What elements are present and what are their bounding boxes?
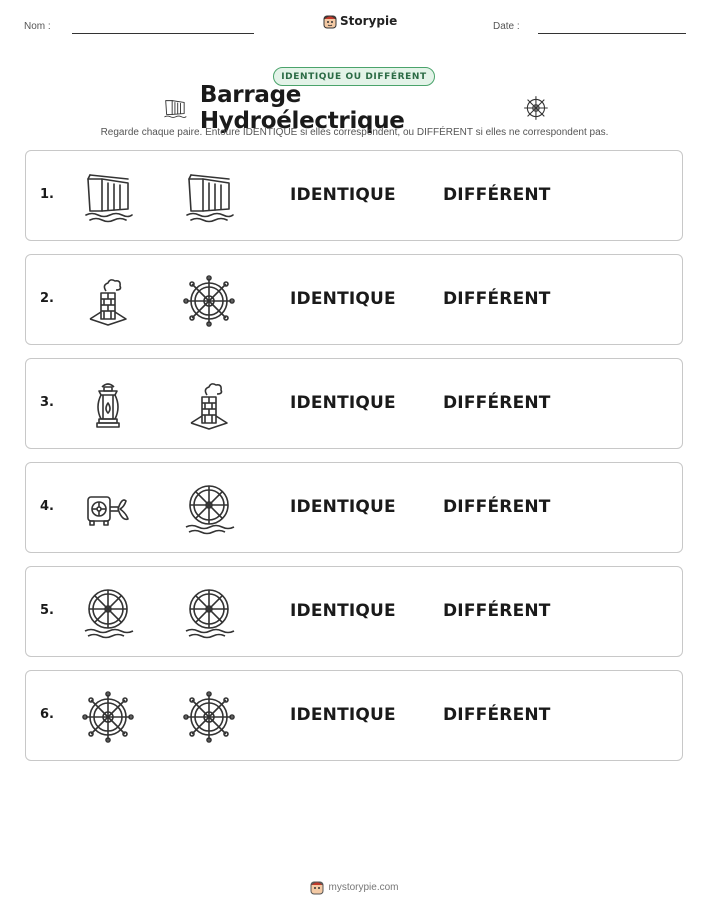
dam-icon — [160, 96, 190, 120]
question-row — [25, 150, 683, 241]
ship-wheel-icon — [183, 275, 235, 327]
question-number: 1. — [40, 187, 54, 202]
option-different[interactable]: DIFFÉRENT — [443, 289, 551, 309]
question-number: 2. — [40, 291, 54, 306]
question-row — [25, 670, 683, 761]
option-identique[interactable]: IDENTIQUE — [290, 705, 396, 725]
question-number: 3. — [40, 395, 54, 410]
name-label: Nom : — [24, 21, 51, 32]
ship-wheel-icon — [522, 94, 550, 122]
question-number: 6. — [40, 707, 54, 722]
right-picture — [183, 691, 235, 743]
chimney-icon — [183, 379, 235, 431]
water-wheel-icon — [183, 483, 235, 535]
storypie-mascot-icon — [323, 13, 337, 29]
ship-wheel-icon — [82, 691, 134, 743]
chimney-icon — [82, 275, 134, 327]
right-picture — [183, 275, 235, 327]
brand-logo — [323, 13, 397, 29]
ship-wheel-icon — [183, 691, 235, 743]
option-identique[interactable]: IDENTIQUE — [290, 601, 396, 621]
question-row — [25, 254, 683, 345]
option-different[interactable]: DIFFÉRENT — [443, 393, 551, 413]
option-identique[interactable]: IDENTIQUE — [290, 185, 396, 205]
worksheet-type-badge: IDENTIQUE OU DIFFÉRENT — [273, 67, 435, 86]
left-picture — [82, 483, 134, 535]
option-different[interactable]: DIFFÉRENT — [443, 705, 551, 725]
left-picture — [82, 275, 134, 327]
instructions: Regarde chaque paire. Entoure IDENTIQUE si elles correspondent, ou DIFFÉRENT si elles ne correspondent pas. — [100, 127, 609, 138]
right-picture — [183, 171, 235, 223]
date-line[interactable] — [538, 33, 686, 34]
option-identique[interactable]: IDENTIQUE — [290, 393, 396, 413]
right-picture — [183, 379, 235, 431]
storypie-mascot-icon — [310, 879, 324, 895]
option-identique[interactable]: IDENTIQUE — [290, 497, 396, 517]
dam-icon — [183, 171, 235, 223]
generator-icon — [82, 483, 134, 535]
question-row — [25, 566, 683, 657]
option-identique[interactable]: IDENTIQUE — [290, 289, 396, 309]
left-picture — [82, 379, 134, 431]
option-different[interactable]: DIFFÉRENT — [443, 497, 551, 517]
question-row — [25, 358, 683, 449]
water-wheel-icon — [183, 587, 235, 639]
dam-icon — [82, 171, 134, 223]
question-number: 4. — [40, 499, 54, 514]
page-title — [160, 82, 550, 134]
option-different[interactable]: DIFFÉRENT — [443, 601, 551, 621]
lantern-icon — [82, 379, 134, 431]
date-label: Date : — [493, 21, 520, 32]
footer-url[interactable]: mystorypie.com — [328, 881, 399, 893]
right-picture — [183, 587, 235, 639]
question-row — [25, 462, 683, 553]
title-text: Barrage Hydroélectrique — [199, 82, 405, 134]
name-line[interactable] — [72, 33, 254, 34]
left-picture — [82, 587, 134, 639]
footer — [0, 879, 709, 895]
question-number: 5. — [40, 603, 54, 618]
option-different[interactable]: DIFFÉRENT — [443, 185, 551, 205]
water-wheel-icon — [82, 587, 134, 639]
brand-name: Storypie — [340, 14, 398, 28]
left-picture — [82, 171, 134, 223]
right-picture — [183, 483, 235, 535]
left-picture — [82, 691, 134, 743]
